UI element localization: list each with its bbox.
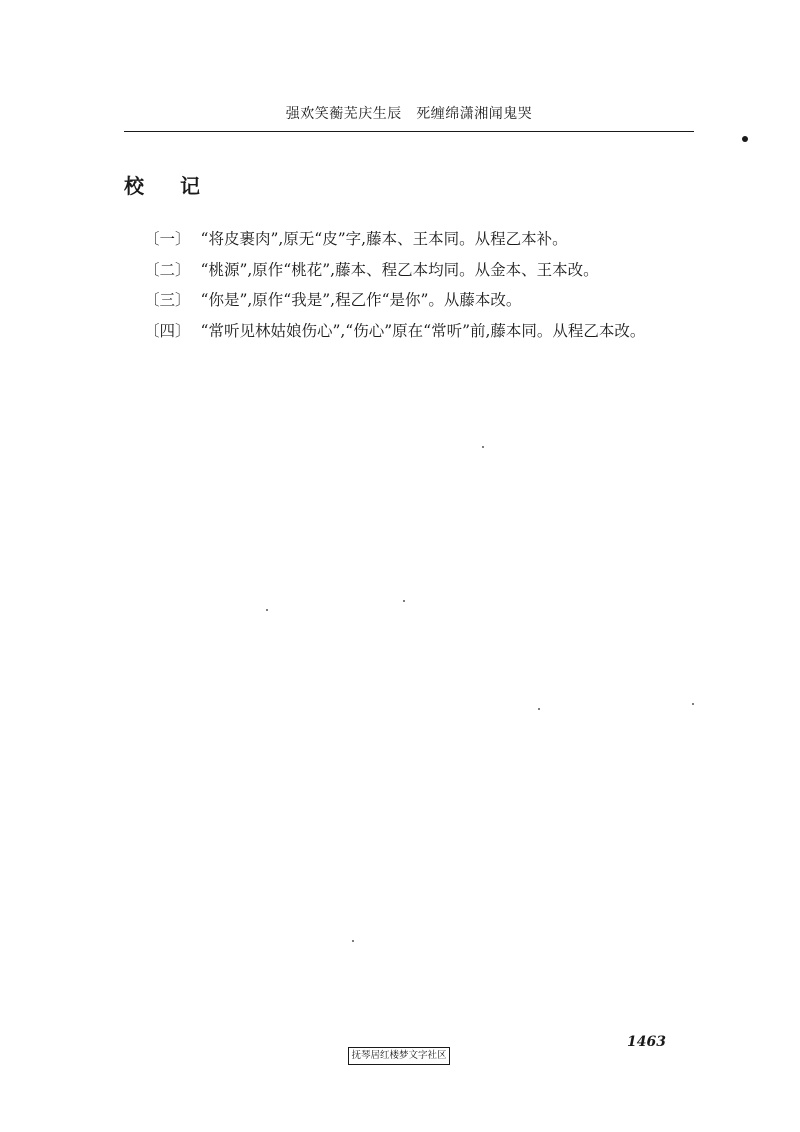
scan-speck xyxy=(352,940,354,942)
section-title: 校记 xyxy=(124,174,236,198)
scan-speck xyxy=(266,609,268,611)
scan-speck xyxy=(538,708,540,710)
note-text: “你是”,原作“我是”,程乙作“是你”。从藤本改。 xyxy=(200,291,522,309)
note-4 xyxy=(114,316,694,347)
note-marker: 〔三〕 xyxy=(144,291,191,309)
header-rule xyxy=(124,131,694,132)
scan-speck xyxy=(692,703,694,705)
page-number: 1463 xyxy=(627,1034,666,1050)
note-1 xyxy=(114,224,694,255)
note-text: “桃源”,原作“桃花”,藤本、程乙本均同。从金本、王本改。 xyxy=(200,260,599,279)
note-3 xyxy=(114,285,694,316)
scan-speck xyxy=(482,446,484,448)
note-marker: 〔四〕 xyxy=(144,321,191,340)
note-marker: 〔二〕 xyxy=(144,260,191,279)
margin-dot xyxy=(742,136,748,142)
running-head: 强欢笑蘅芜庆生辰 死缠绵潇湘闻鬼哭 xyxy=(285,106,533,122)
footer-stamp: 抚琴居红楼梦文字社区 xyxy=(348,1047,450,1065)
note-text: “将皮裹肉”,原无“皮”字,藤本、王本同。从程乙本补。 xyxy=(200,230,568,248)
notes-list xyxy=(114,224,694,346)
scan-speck xyxy=(403,600,405,602)
note-marker: 〔一〕 xyxy=(144,230,191,248)
note-text: “常听见林姑娘伤心”,“伤心”原在“常听”前,藤本同。从程乙本改。 xyxy=(200,321,646,340)
note-2 xyxy=(114,255,694,286)
